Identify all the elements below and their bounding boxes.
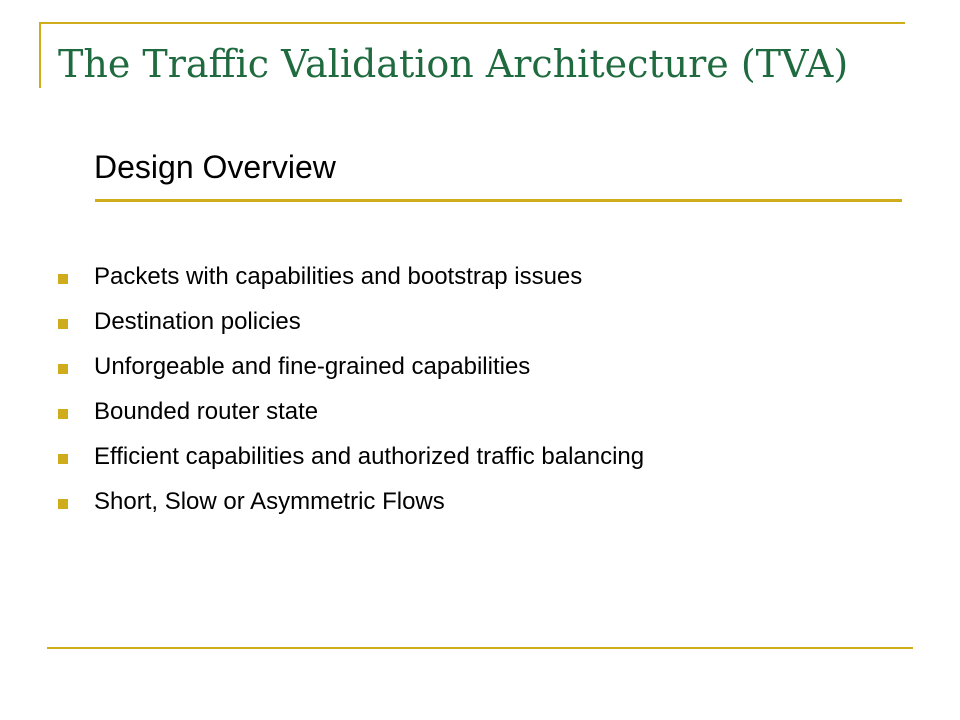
bullet-square-icon <box>58 319 68 329</box>
bullet-item <box>56 257 644 302</box>
bullet-item <box>56 437 644 482</box>
bullet-text: Efficient capabilities and authorized traffic balancing <box>94 443 645 470</box>
bullet-square-icon <box>58 364 68 374</box>
bullet-text: Unforgeable and fine-grained capabilities <box>94 353 531 380</box>
bullet-item <box>56 347 644 392</box>
bullet-square-icon <box>58 274 68 284</box>
bullet-text: Packets with capabilities and bootstrap issues <box>94 263 583 290</box>
bullet-text: Bounded router state <box>94 398 319 425</box>
bullet-square-icon <box>58 454 68 464</box>
subtitle-underline <box>95 199 902 202</box>
bullet-text: Destination policies <box>94 308 301 335</box>
top-frame-line <box>39 22 905 24</box>
bullet-item <box>56 302 644 347</box>
left-frame-stub <box>39 22 41 88</box>
bullet-item <box>56 482 644 527</box>
slide-title: The Traffic Validation Architecture (TVA) <box>58 42 849 86</box>
bullet-square-icon <box>58 409 68 419</box>
slide-subtitle: Design Overview <box>94 149 336 185</box>
bullet-square-icon <box>58 499 68 509</box>
bullet-list <box>56 257 644 527</box>
bottom-rule <box>47 647 913 649</box>
bullet-item <box>56 392 644 437</box>
bullet-text: Short, Slow or Asymmetric Flows <box>94 488 445 515</box>
